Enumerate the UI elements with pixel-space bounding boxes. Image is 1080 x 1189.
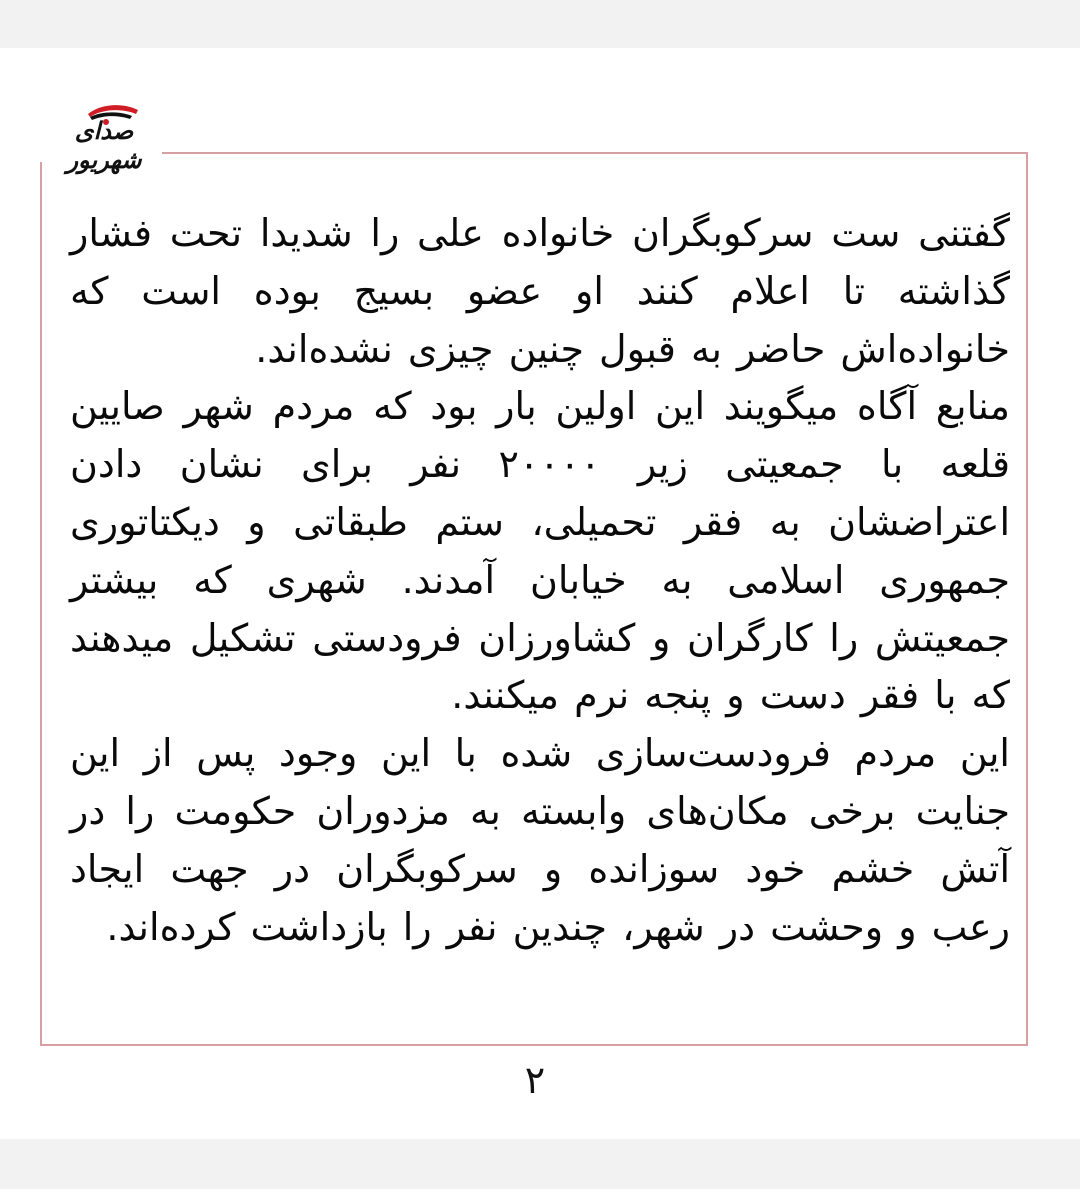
logo-text: صدای شهریور (66, 116, 142, 174)
article-paragraph-2: منابع آگاه میگویند این اولین بار بود که مردم شهر صایین قلعه با جمعیتی زیر ۲۰۰۰۰ نفر برای نشان دادن اعتراضشان به فقر تحمیلی، ستم طبقاتی و دیکتاتوری جمهوری اسلامی به خیابان آمدند. شهری که بیشتر جمعیتش را کارگران و کشاورزان فرودستی تشکیل میدهند که با فقر دست و پنجه نرم میکنند. (70, 384, 1010, 718)
page-number: ۲ (524, 1058, 546, 1102)
bottom-strip (0, 1139, 1080, 1189)
article-paragraph-1: گفتنی ست سرکوبگران خانواده علی را شدیدا تحت فشار گذاشته تا اعلام کنند او عضو بسیج بوده است که خانواده‌اش حاضر به قبول چنین چیزی نشده‌اند. (70, 211, 1010, 371)
article-body (70, 205, 1010, 956)
logo (40, 98, 170, 174)
article-paragraph-3: این مردم فرودست‌سازی شده با این وجود پس از این جنایت برخی مکان‌های وابسته به مزدوران حکومت را در آتش خشم خود سوزانده و سرکوبگران در جهت ایجاد رعب و وحشت در شهر، چندین نفر را بازداشت کرده‌اند. (70, 731, 1010, 949)
top-strip (0, 0, 1080, 48)
